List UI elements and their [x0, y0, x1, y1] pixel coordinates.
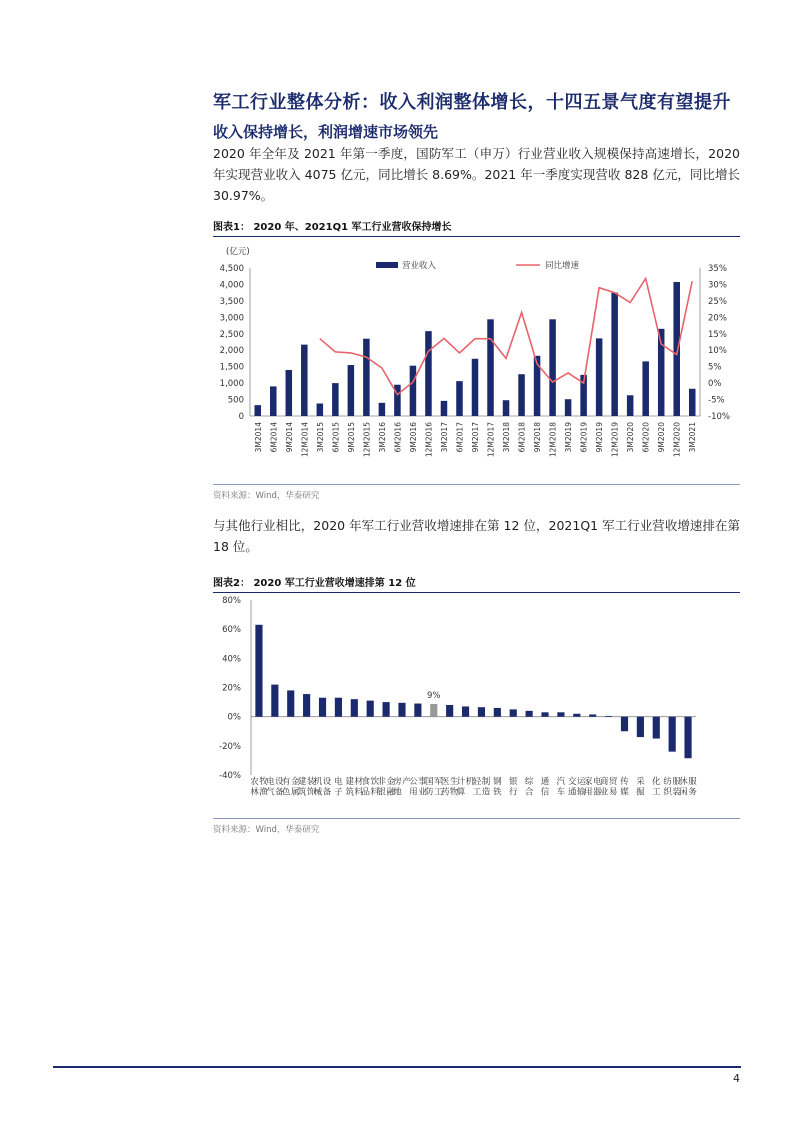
industry-bar [557, 712, 564, 716]
x-tick-label: 综合 [524, 777, 534, 798]
x-tick-label: 3M2017 [439, 422, 449, 453]
x-tick-label: 公用 [409, 777, 418, 798]
x-tick-label: 机 [465, 777, 475, 787]
page-number: 4 [733, 1072, 740, 1085]
x-tick-label: 服装 [672, 777, 681, 798]
x-tick-label: 6M2019 [579, 422, 589, 453]
industry-bar [303, 694, 310, 717]
y-tick-label: 80% [222, 596, 241, 606]
x-tick-label: 9M2020 [657, 422, 667, 453]
y-tick-label: 20% [222, 683, 241, 694]
left-tick-label: 3,000 [219, 313, 244, 324]
industry-bar [510, 709, 517, 716]
industry-bar [462, 706, 469, 716]
x-tick-label: 9M2019 [595, 422, 605, 453]
x-tick-label: 国防 [425, 777, 434, 798]
industry-bar [430, 704, 437, 717]
right-tick-label: 35% [708, 264, 727, 274]
figure1-source: 资料来源：Wind，华泰研究 [213, 484, 740, 501]
x-tick-label: 金属 [290, 777, 300, 798]
x-tick-label: 12M2018 [548, 422, 558, 458]
x-tick-label: 银行 [508, 777, 518, 798]
x-tick-label: 交通 [568, 777, 577, 798]
x-tick-label: 6M2017 [455, 422, 465, 453]
industry-bar [255, 625, 262, 717]
left-tick-label: 0 [238, 412, 244, 422]
x-tick-label: 饮料 [370, 777, 379, 798]
y-tick-label: -20% [219, 741, 241, 752]
section-subtitle: 收入保持增长，利润增速市场领先 [213, 123, 439, 141]
industry-bar [478, 707, 485, 716]
x-tick-label: 3M2016 [377, 422, 387, 453]
x-tick-label: 6M2014 [269, 422, 279, 453]
x-tick-label: 食品 [361, 777, 370, 798]
x-tick-label: 非银 [377, 777, 386, 798]
unit-label: (亿元) [226, 247, 250, 257]
industry-bar [526, 711, 533, 717]
x-tick-label: 纺织 [663, 777, 672, 798]
x-tick-label: 汽车 [556, 777, 566, 798]
industry-bar [621, 717, 628, 732]
industry-bar [271, 685, 278, 717]
industry-bar [494, 708, 501, 717]
x-tick-label: 9M2016 [408, 422, 418, 453]
x-tick-label: 12M2014 [300, 422, 310, 458]
x-tick-label: 3M2020 [626, 422, 636, 453]
x-tick-label: 6M2020 [641, 422, 651, 453]
figure2-title: 图表2： 2020 军工行业营收增速排第 12 位 [213, 574, 740, 593]
x-tick-label: 设备 [322, 777, 332, 798]
industry-bar [398, 703, 405, 717]
industry-bar [414, 704, 421, 717]
industry-bar [653, 717, 660, 739]
x-tick-label: 电气 [266, 777, 275, 798]
x-tick-label: 医药 [440, 777, 450, 798]
x-tick-label: 事业 [418, 777, 427, 798]
right-tick-label: -5% [708, 395, 725, 406]
x-tick-label: 军工 [434, 777, 443, 798]
industry-bar [367, 701, 374, 717]
figure1-title: 图表1： 2020 年、2021Q1 军工行业营收保持增长 [213, 218, 740, 237]
x-tick-label: 12M2015 [362, 422, 372, 458]
x-tick-label: 6M2018 [517, 422, 527, 453]
x-tick-label: 3M2014 [253, 422, 263, 453]
industry-bar [319, 698, 326, 717]
x-tick-label: 制造 [481, 777, 491, 798]
right-tick-label: -10% [708, 412, 730, 422]
x-tick-label: 牧渔 [259, 777, 268, 798]
x-tick-label: 金融 [386, 777, 395, 798]
highlight-data-label: 9% [427, 690, 441, 701]
x-tick-label: 建筑 [297, 777, 307, 798]
right-tick-label: 25% [708, 296, 727, 307]
right-tick-label: 20% [708, 313, 727, 324]
y-tick-label: 0% [227, 712, 241, 723]
left-tick-label: 1,500 [219, 362, 244, 373]
left-tick-label: 500 [227, 395, 244, 406]
industry-bar [684, 717, 691, 759]
x-tick-label: 6M2016 [393, 422, 403, 453]
x-tick-label: 9M2015 [346, 422, 356, 453]
x-tick-label: 12M2017 [486, 421, 496, 458]
x-tick-label: 电器 [592, 777, 602, 798]
right-tick-label: 5% [708, 362, 722, 373]
industry-bar [637, 717, 644, 737]
x-tick-label: 农林 [250, 777, 259, 798]
x-tick-label: 材料 [354, 777, 364, 798]
x-tick-label: 运输 [577, 777, 586, 798]
x-tick-label: 轻工 [472, 777, 482, 798]
x-tick-label: 12M2016 [424, 422, 434, 458]
x-tick-label: 6M2015 [331, 422, 341, 453]
left-tick-label: 4,000 [219, 280, 244, 291]
x-tick-label: 化工 [652, 777, 661, 798]
industry-bar [383, 702, 390, 717]
legend-revenue-label: 营业收入 [402, 261, 437, 271]
x-tick-label: 装饰 [306, 777, 316, 798]
left-tick-label: 3,500 [219, 296, 244, 307]
x-tick-label: 3M2018 [502, 422, 512, 453]
left-tick-label: 4,500 [219, 264, 244, 274]
industry-bar [573, 714, 580, 717]
industry-bar [446, 705, 453, 717]
right-tick-label: 10% [708, 346, 727, 357]
paragraph-2: 与其他行业相比，2020 年军工行业营收增速排在第 12 位，2021Q1 军工行业营收增速排在第 18 位。 [213, 518, 740, 554]
x-tick-label: 休闲 [679, 777, 688, 798]
x-tick-label: 有色 [281, 777, 291, 798]
x-tick-label: 9M2018 [533, 422, 543, 453]
x-tick-label: 机械 [313, 777, 323, 798]
x-tick-label: 服务 [688, 777, 697, 798]
right-tick-label: 30% [708, 280, 727, 291]
right-tick-label: 0% [708, 379, 722, 390]
x-tick-label: 12M2020 [672, 422, 682, 458]
left-tick-label: 2,500 [219, 329, 244, 340]
industry-bar [605, 716, 612, 717]
left-tick-label: 2,000 [219, 346, 244, 357]
x-tick-label: 3M2021 [688, 422, 698, 453]
industry-bar [589, 714, 596, 716]
figure2-source: 资料来源：Wind，华泰研究 [213, 818, 740, 835]
right-tick-label: 15% [708, 329, 727, 340]
x-tick-label: 9M2017 [471, 422, 480, 453]
x-tick-label: 12M2019 [610, 422, 620, 458]
x-tick-label: 设备 [275, 777, 284, 798]
y-tick-label: 40% [222, 654, 241, 665]
x-tick-label: 通信 [540, 777, 550, 798]
x-tick-label: 建筑 [345, 777, 355, 798]
y-tick-label: -40% [219, 771, 241, 781]
x-tick-label: 传媒 [620, 777, 629, 798]
x-tick-label: 3M2019 [564, 422, 574, 453]
x-tick-label: 钢铁 [493, 777, 502, 798]
x-tick-label: 电子 [334, 777, 343, 798]
paragraph-1: 2020 年全年及 2021 年第一季度，国防军工（申万）行业营业收入规模保持高速增长，2020 年实现营业收入 4075 亿元，同比增长 8.69%。2021 年一季度实现营收 828 亿元，同比增长 30.97%。 [213, 146, 740, 203]
industry-bar [669, 717, 676, 752]
x-tick-label: 生物 [449, 777, 459, 798]
industry-bar [335, 698, 342, 717]
industry-bar [541, 712, 548, 716]
section-title: 军工行业整体分析：收入利润整体增长，十四五景气度有望提升 [213, 92, 731, 113]
x-tick-label: 房地 [393, 777, 402, 798]
industry-bar [287, 690, 294, 716]
x-tick-label: 家用 [583, 777, 593, 798]
industry-bar [351, 699, 358, 717]
x-tick-label: 贸易 [608, 777, 618, 798]
x-tick-label: 计算 [456, 777, 466, 798]
x-tick-label: 商业 [599, 777, 609, 798]
x-tick-label: 9M2014 [284, 422, 294, 453]
left-tick-label: 1,000 [219, 379, 244, 390]
legend-growth-label: 同比增速 [545, 261, 580, 271]
footer-divider [53, 1066, 741, 1068]
y-tick-label: 60% [222, 625, 241, 636]
x-tick-label: 采掘 [636, 777, 645, 798]
x-tick-label: 3M2015 [315, 422, 325, 453]
x-tick-label: 产 [402, 777, 411, 787]
